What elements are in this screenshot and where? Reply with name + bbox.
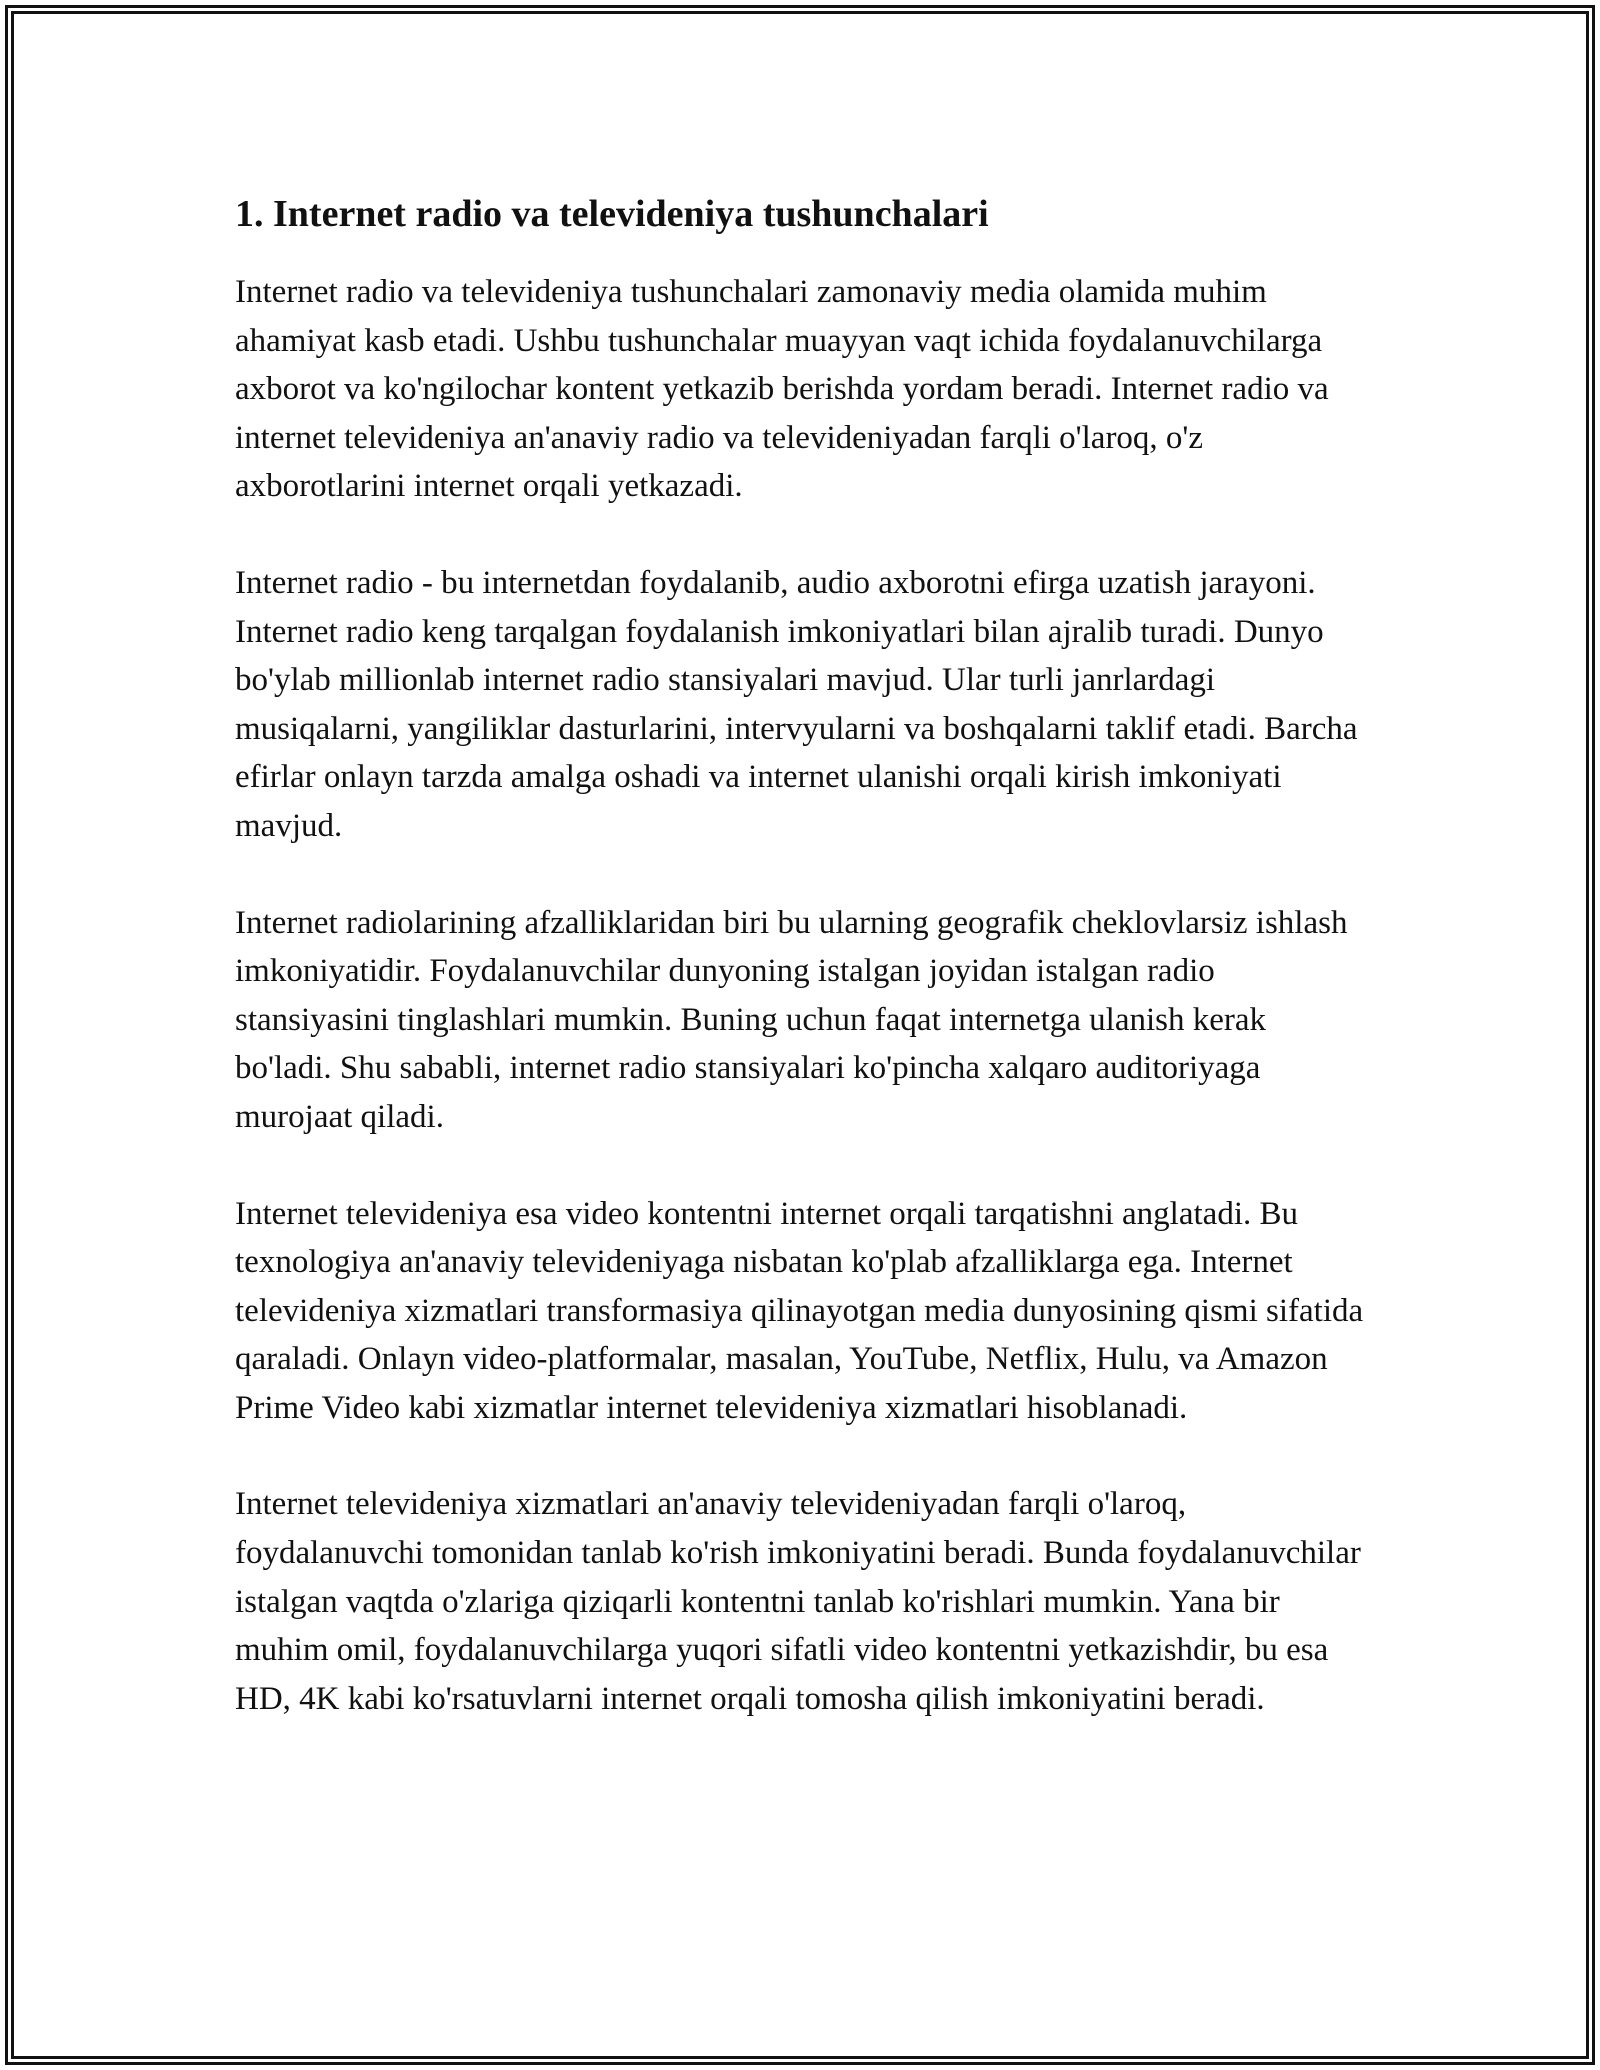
section-heading: 1. Internet radio va televideniya tushunchalari (235, 193, 989, 235)
paragraph-intro: Internet radio va televideniya tushunchalari zamonaviy media olamida muhim ahamiyat kasb etadi. Ushbu tushunchalar muayyan vaqt ichida foydalanuvchilarga axborot va ko'ngilochar kontent yetkazib berishda yordam beradi. Internet radio va internet televideniya an'anaviy radio va televideniyadan farqli o'laroq, o'z axborotlarini internet orqali yetkazadi. (235, 274, 1329, 505)
paragraph-internet-tv: Internet televideniya esa video kontentni internet orqali tarqatishni anglatadi. Bu texnologiya an'anaviy televideniyaga nisbatan ko'plab afzalliklarga ega. Internet televideniya xizmatlari transformasiya qilinayotgan media dunyosining qismi sifatida qaraladi. Onlayn video-platformalar, masalan, YouTube, Netflix, Hulu, va Amazon Prime Video kabi xizmatlar internet televideniya xizmatlari hisoblanadi. (235, 1195, 1364, 1426)
document-body (235, 186, 1365, 1771)
paragraph-internet-radio: Internet radio - bu internetdan foydalanib, audio axborotni efirga uzatish jarayoni. Internet radio keng tarqalgan foydalanish imkoniyatlari bilan ajralib turadi. Dunyo bo'ylab millionlab internet radio stansiyalari mavjud. Ular turli janrlardagi musiqalarni, yangiliklar dasturlarini, intervyularni va boshqalarni taklif etadi. Barcha efirlar onlayn tarzda amalga oshadi va internet ulanishi orqali kirish imkoniyati mavjud. (235, 564, 1358, 844)
paragraph-radio-advantages: Internet radiolarining afzalliklaridan biri bu ularning geografik cheklovlarsiz ishlash imkoniyatidir. Foydalanuvchilar dunyoning istalgan joyidan istalgan radio stansiyasini tinglashlari mumkin. Buning uchun faqat internetga ulanish kerak bo'ladi. Shu sababli, internet radio stansiyalari ko'pincha xalqaro auditoriyaga murojaat qiladi. (235, 904, 1348, 1135)
paragraph-tv-advantages: Internet televideniya xizmatlari an'anaviy televideniyadan farqli o'laroq, foydalanuvchi tomonidan tanlab ko'rish imkoniyatini beradi. Bunda foydalanuvchilar istalgan vaqtda o'zlariga qiziqarli kontentni tanlab ko'rishlari mumkin. Yana bir muhim omil, foydalanuvchilarga yuqori sifatli video kontentni yetkazishdir, bu esa HD, 4K kabi ko'rsatuvlarni internet orqali tomosha qilish imkoniyatini beradi. (235, 1486, 1361, 1717)
